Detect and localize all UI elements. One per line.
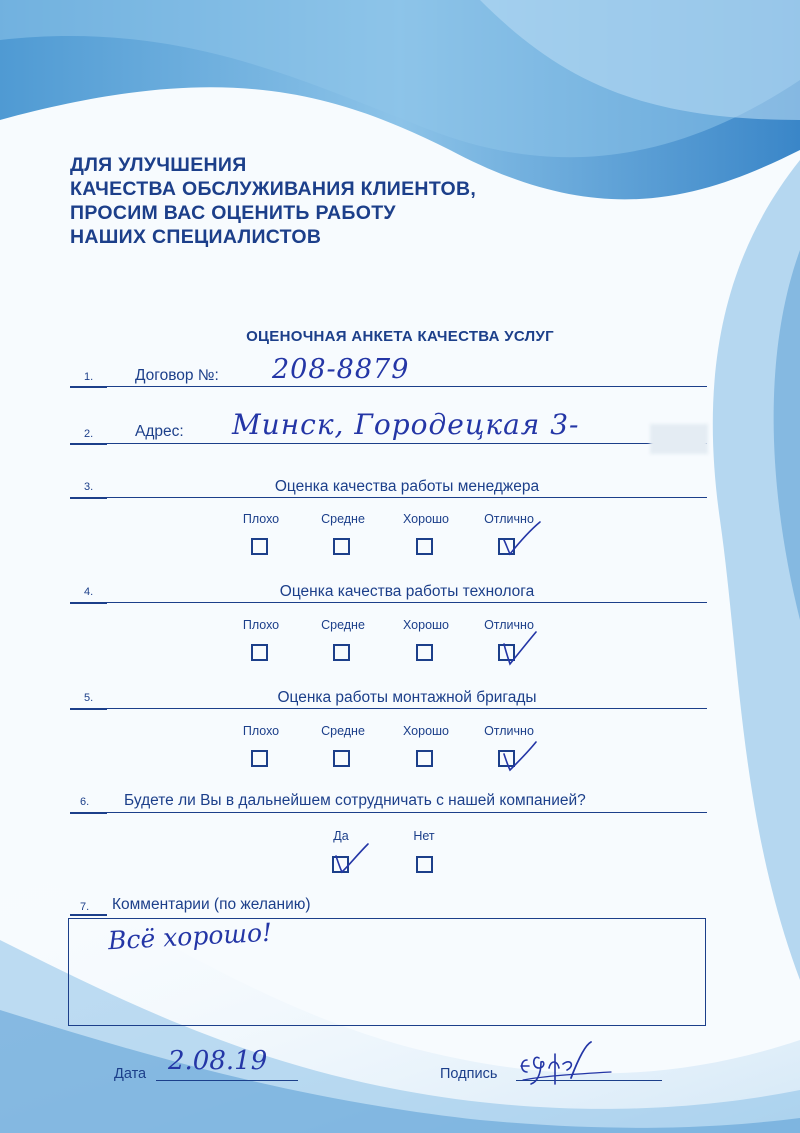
option-label-bad: Плохо (242, 512, 280, 526)
handwritten-check-mark (494, 728, 544, 778)
rating-field-line (107, 602, 707, 603)
crew-good-checkbox[interactable] (416, 750, 433, 767)
handwritten-check-mark (328, 836, 378, 886)
contract-label: Договор №: (135, 367, 219, 384)
intro-heading (70, 153, 476, 249)
address-field-line (107, 443, 707, 444)
comments-label: Комментарии (по желанию) (112, 896, 311, 913)
crew-average-checkbox[interactable] (333, 750, 350, 767)
rating-field-line (107, 497, 707, 498)
option-label-excellent: Отлично (484, 724, 534, 738)
option-label-average: Средне (321, 512, 365, 526)
rating-crew-label: Оценка работы монтажной бригады (277, 689, 537, 706)
number-underline (70, 443, 107, 445)
technologist-good-checkbox[interactable] (416, 644, 433, 661)
number-underline (70, 602, 107, 604)
signature-label: Подпись (440, 1066, 498, 1082)
item-number: 6. (80, 796, 90, 808)
option-label-good: Хорошо (402, 724, 450, 738)
option-label-good: Хорошо (402, 512, 450, 526)
option-label-good: Хорошо (402, 618, 450, 632)
date-value[interactable]: 2.08.19 (168, 1046, 268, 1076)
option-label-excellent: Отлично (484, 512, 534, 526)
intro-heading-line: ДЛЯ УЛУЧШЕНИЯ (70, 154, 247, 176)
option-label-average: Средне (321, 724, 365, 738)
cooperation-question: Будете ли Вы в дальнейшем сотрудничать с нашей компанией? (124, 792, 586, 809)
cooperation-no-checkbox[interactable] (416, 856, 433, 873)
date-label: Дата (114, 1066, 147, 1082)
handwritten-check-mark (494, 622, 544, 672)
handwritten-check-mark (496, 514, 546, 564)
item-number: 2. (84, 428, 94, 440)
option-label-bad: Плохо (242, 618, 280, 632)
manager-average-checkbox[interactable] (333, 538, 350, 555)
technologist-bad-checkbox[interactable] (251, 644, 268, 661)
rating-manager-label: Оценка качества работы менеджера (274, 478, 540, 495)
option-label-no: Нет (413, 829, 435, 843)
number-underline (70, 812, 107, 814)
option-label-bad: Плохо (242, 724, 280, 738)
address-label: Адрес: (135, 423, 184, 440)
redacted-address-blur (650, 424, 708, 454)
intro-heading-line: НАШИХ СПЕЦИАЛИСТОВ (70, 226, 322, 248)
item-number: 4. (84, 586, 94, 598)
date-field-line (156, 1080, 298, 1081)
manager-bad-checkbox[interactable] (251, 538, 268, 555)
number-underline (70, 708, 107, 710)
contract-number-value[interactable]: 208-8879 (272, 354, 410, 385)
signature-scribble[interactable] (515, 1038, 615, 1094)
crew-bad-checkbox[interactable] (251, 750, 268, 767)
rating-field-line (107, 708, 707, 709)
contract-field-line (107, 386, 707, 387)
option-label-excellent: Отлично (484, 618, 534, 632)
item-number: 5. (84, 692, 94, 704)
technologist-average-checkbox[interactable] (333, 644, 350, 661)
cooperation-field-line (107, 812, 707, 813)
form-title: ОЦЕНОЧНАЯ АНКЕТА КАЧЕСТВА УСЛУГ (246, 328, 554, 345)
item-number: 7. (80, 901, 90, 913)
option-label-average: Средне (321, 618, 365, 632)
number-underline (70, 497, 107, 499)
manager-good-checkbox[interactable] (416, 538, 433, 555)
item-number: 1. (84, 371, 94, 383)
intro-heading-line: КАЧЕСТВА ОБСЛУЖИВАНИЯ КЛИЕНТОВ, (70, 178, 477, 200)
address-value[interactable]: Минск, Городецкая 3- (232, 408, 580, 441)
number-underline (70, 914, 107, 916)
number-underline (70, 386, 107, 388)
rating-technologist-label: Оценка качества работы технолога (279, 583, 535, 600)
comments-value[interactable]: Всё хорошо! (107, 917, 273, 956)
option-label-yes: Да (333, 829, 349, 843)
intro-heading-line: ПРОСИМ ВАС ОЦЕНИТЬ РАБОТУ (70, 202, 396, 224)
item-number: 3. (84, 481, 94, 493)
